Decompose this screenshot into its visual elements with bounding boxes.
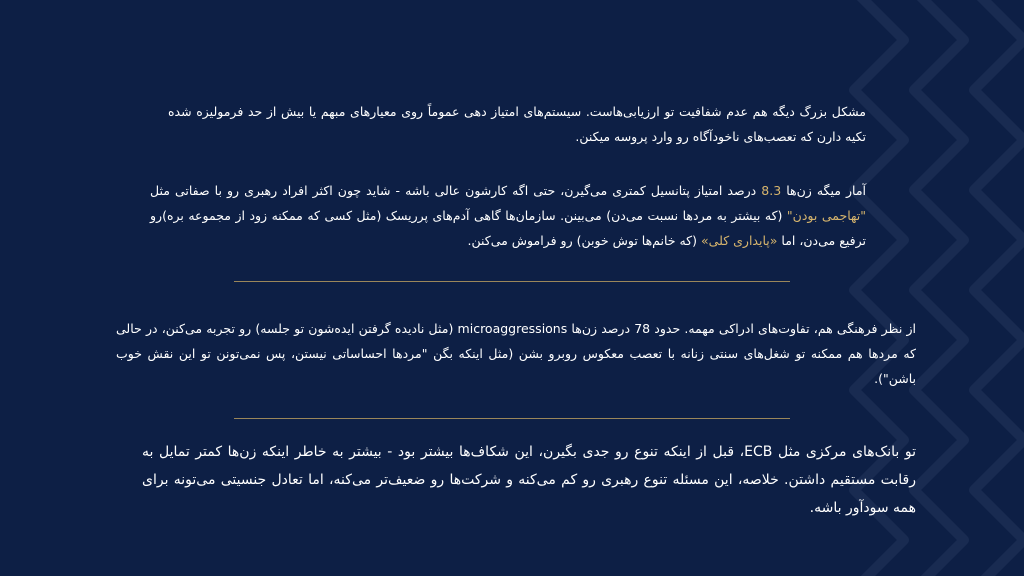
highlight-quote-aggressive: "تهاجمی بودن"	[786, 208, 866, 223]
highlight-number: 8.3	[761, 183, 782, 198]
paragraph-2-text-4: (که خانم‌ها توش خوبن) رو فراموش می‌کنن.	[467, 233, 698, 248]
paragraph-2-text-3: (که بیشتر به مردها نسبت می‌دن) می‌بینن. سازمان‌ها گاهی آدم‌های پرریسک (مثل کسی که ممکنه زود از مجموعه بره)رو ترفیع می‌دن، اما	[150, 208, 866, 248]
divider-bottom	[234, 418, 790, 419]
paragraph-2-text-1: آمار میگه زن‌ها	[786, 183, 866, 198]
paragraph-statistics	[150, 178, 866, 253]
paragraph-evaluation-transparency: مشکل بزرگ دیگه هم عدم شفافیت تو ارزیابی‌هاست. سیستم‌های امتیاز دهی عموماً روی معیارهای مبهم یا بیش از حد فرمولیزه شده تکیه دارن که تعصب‌های ناخودآگاه رو وارد پروسه میکنن.	[168, 104, 866, 144]
highlight-quote-stability: «پایداری کلی»	[701, 233, 778, 248]
divider-top	[234, 281, 790, 282]
paragraph-cultural-perception: از نظر فرهنگی هم، تفاوت‌های ادراکی مهمه. حدود 78 درصد زن‌ها microaggressions (مثل نادیده گرفتن ایده‌شون تو جلسه) رو تجربه می‌کنن، در حالی که مردها هم ممکنه تو شغل‌های سنتی زنانه با تعصب معکوس روبرو بشن (مثل اینکه بگن "مردها احساساتی نیستن، پس نمی‌تونن تو این نقش خوب باشن").	[116, 321, 916, 386]
paragraph-2-text-2: درصد امتیاز پتانسیل کمتری می‌گیرن، حتی اگه کارشون عالی باشه - شاید چون اکثر افراد رهبری رو با صفاتی مثل	[150, 183, 757, 198]
paragraph-central-banks: تو بانک‌های مرکزی مثل ECB، قبل از اینکه تنوع رو جدی بگیرن، این شکاف‌ها بیشتر بود - بیشتر به خاطر اینکه زن‌ها کمتر تمایل به رقابت مستقیم داشتن. خلاصه، این مسئله تنوع رهبری رو کم می‌کنه و شرکت‌ها رو ضعیف‌تر می‌کنه، اما تعادل جنسیتی می‌تونه برای همه سودآور باشه.	[142, 444, 916, 516]
